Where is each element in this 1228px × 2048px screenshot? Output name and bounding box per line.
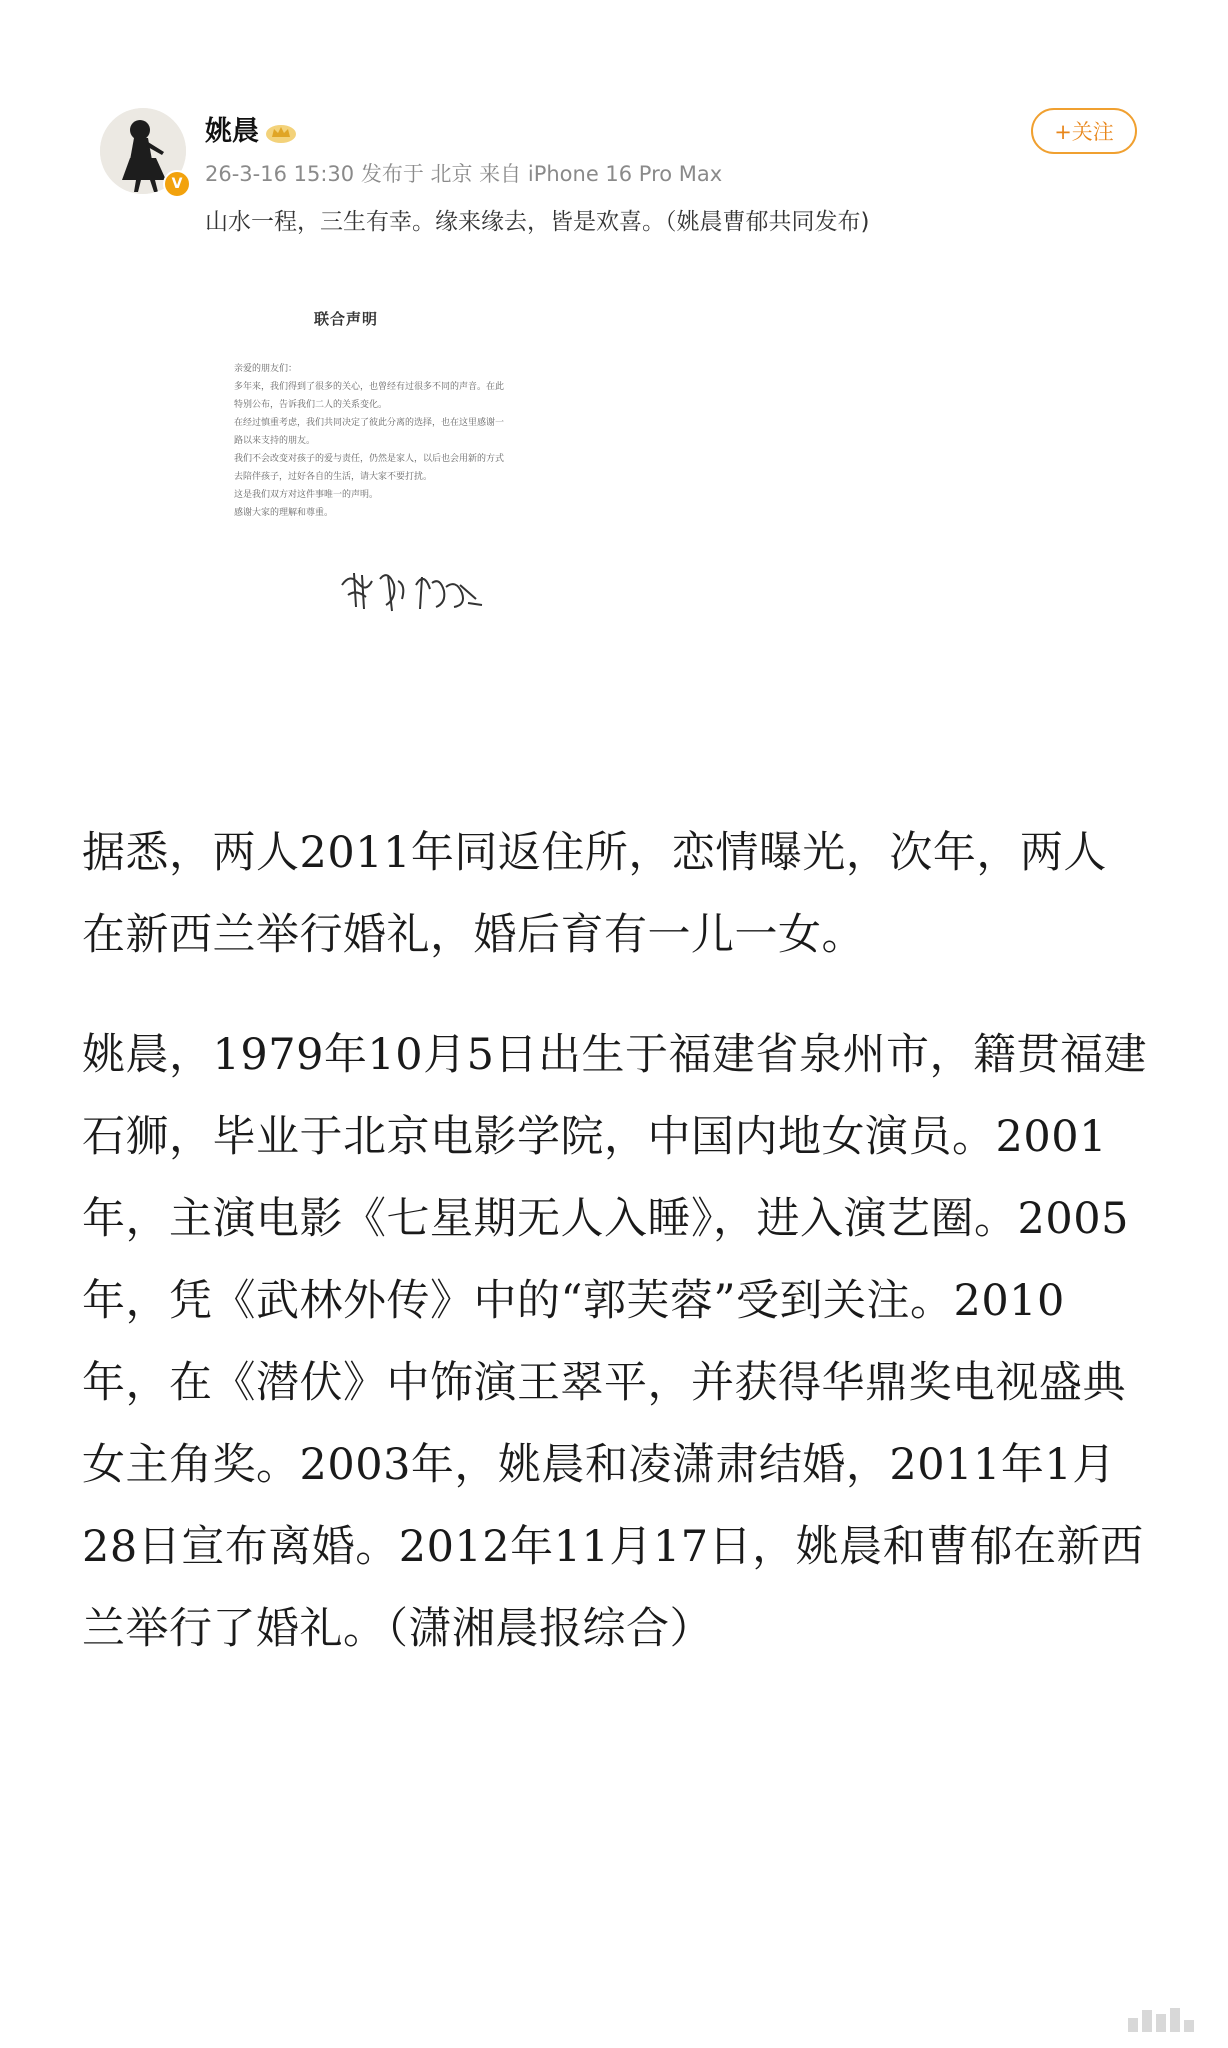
- post-meta: 26-3-16 15:30 发布于 北京 来自 iPhone 16 Pro Max: [205, 162, 723, 186]
- article: [82, 812, 1148, 1670]
- vip-crown-icon: [265, 122, 297, 144]
- watermark-icon: [1128, 2004, 1204, 2032]
- joint-statement-image[interactable]: [196, 270, 526, 640]
- statement-body: 亲爱的朋友们： 多年来，我们得到了很多的关心，也曾经有过很多不同的声音。在此特别公布，告诉我们二人的关系变化。 在经过慎重考虑，我们共同决定了彼此分离的选择，也在这里感谢一路以来支持的朋友。 我们不会改变对孩子的爱与责任，仍然是家人，以后也会用新的方式去陪伴孩子，过好各自的生活，请大家不要打扰。 这是我们双方对这件事唯一的声明。 感谢大家的理解和尊重。: [234, 364, 505, 518]
- username[interactable]: 姚晨: [205, 116, 259, 147]
- article-paragraph: 据悉，两人2011年同返住所，恋情曝光，次年，两人在新西兰举行婚礼，婚后育有一儿一女。: [82, 828, 1107, 960]
- verified-icon: V: [163, 170, 191, 198]
- article-paragraph: 姚晨，1979年10月5日出生于福建省泉州市，籍贯福建石狮，毕业于北京电影学院，中国内地女演员。2001年，主演电影《七星期无人入睡》，进入演艺圈。2005年，凭《武林外传》中的“郭芙蓉”受到关注。2010年，在《潜伏》中饰演王翠平，并获得华鼎奖电视盛典女主角奖。2003年，姚晨和凌潇肃结婚，2011年1月28日宣布离婚。2012年11月17日，姚晨和曹郁在新西兰举行了婚礼。（潇湘晨报综合）: [82, 1030, 1148, 1654]
- post-caption: 山水一程，三生有幸。缘来缘去，皆是欢喜。（姚晨曹郁共同发布): [205, 209, 870, 235]
- statement-title: 联合声明: [314, 310, 379, 328]
- follow-button[interactable]: +关注: [1031, 108, 1137, 154]
- post-header: [0, 0, 1228, 260]
- handwritten-signature: [336, 555, 486, 625]
